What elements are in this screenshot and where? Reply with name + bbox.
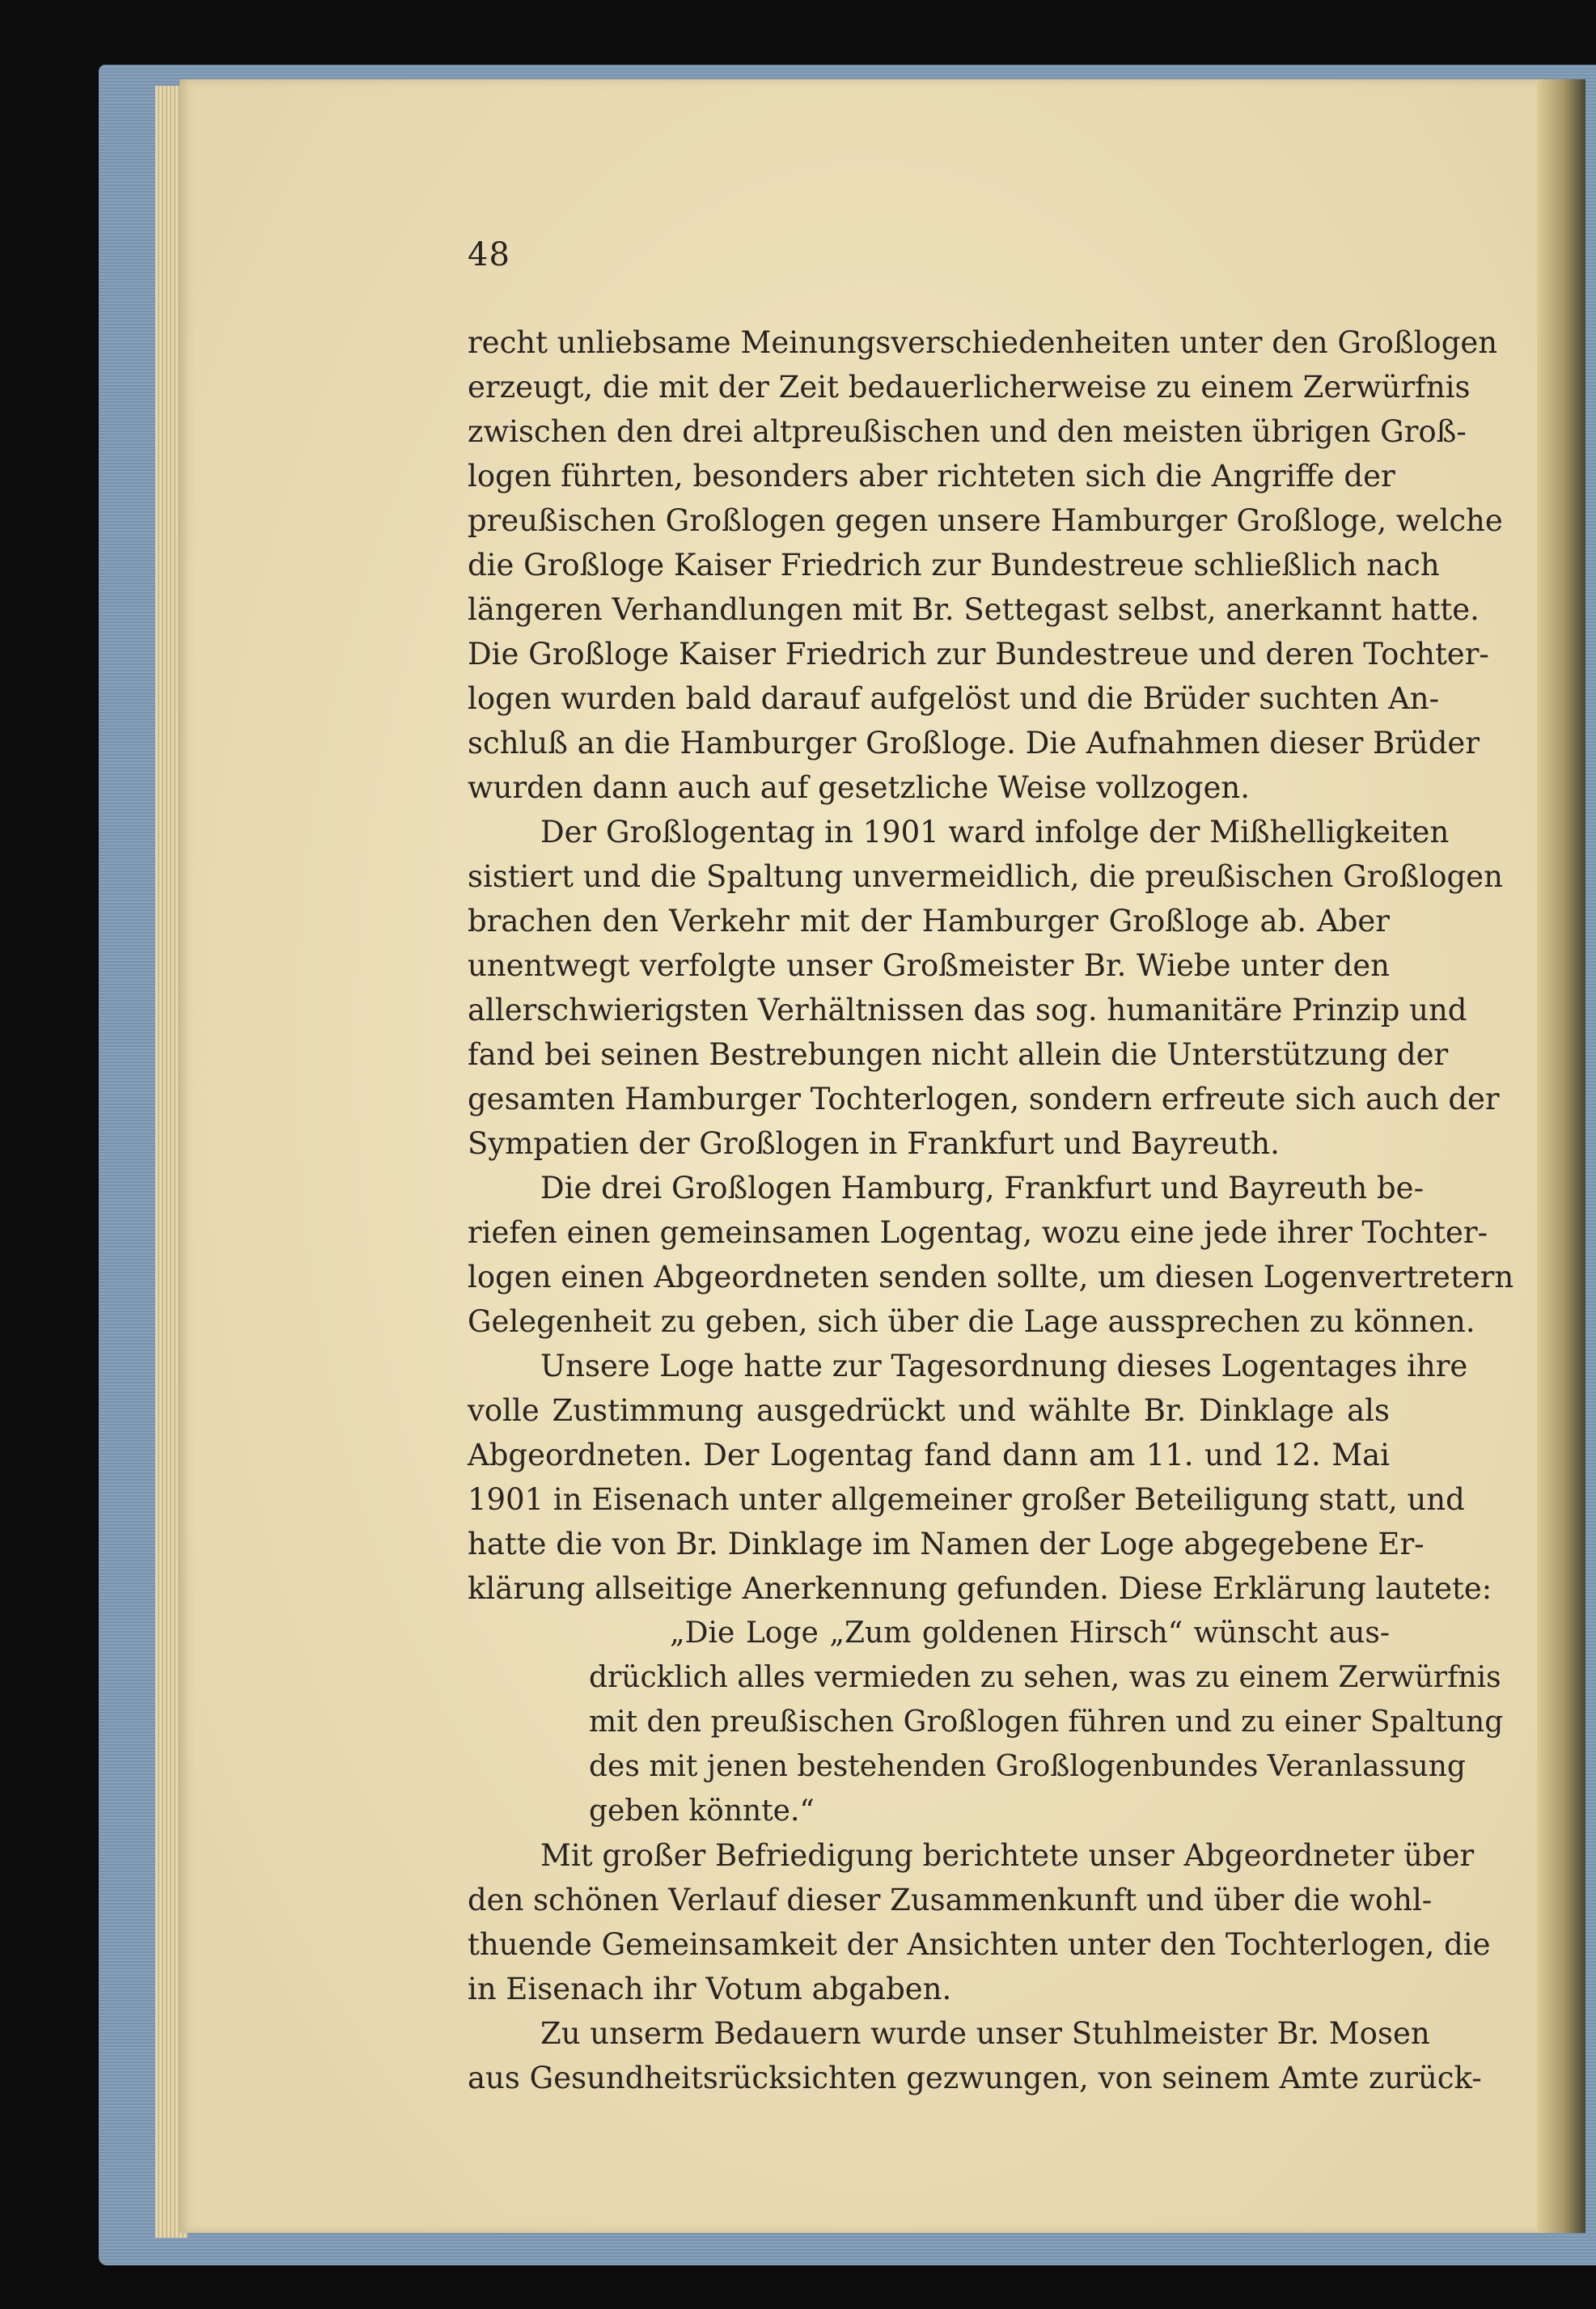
- text-line: preußischen Großlogen gegen unsere Hamburger Großloge, welche: [468, 503, 1503, 538]
- text-line: Zu unserm Bedauern wurde unser Stuhlmeister Br. Mosen: [540, 2016, 1430, 2051]
- text-line: Die Großloge Kaiser Friedrich zur Bundestreue und deren Tochter-: [468, 637, 1489, 672]
- text-line: Der Großlogentag in 1901 ward infolge der Mißhelligkeiten: [540, 815, 1450, 849]
- text-line: die Großloge Kaiser Friedrich zur Bundestreue schließlich nach: [468, 548, 1440, 583]
- text-line: aus Gesundheitsrücksichten gezwungen, von seinem Amte zurück-: [468, 2061, 1482, 2095]
- text-line: zwischen den drei altpreußischen und den meisten übrigen Groß-: [468, 414, 1467, 449]
- quoted-declaration: [468, 1611, 1504, 1833]
- body-text: [468, 320, 1514, 2100]
- page-number: 48: [468, 236, 510, 273]
- text-line: Abgeordneten. Der Logentag fand dann am 11. und 12. Mai: [468, 1438, 1390, 1472]
- text-line: hatte die von Br. Dinklage im Namen der Loge abgegebene Er-: [468, 1527, 1425, 1561]
- text-line: allerschwierigsten Verhältnissen das sog. humanitäre Prinzip und: [468, 993, 1467, 1027]
- quote-line: mit den preußischen Großlogen führen und zu einer Spaltung: [589, 1705, 1504, 1739]
- text-line: unentwegt verfolgte unser Großmeister Br. Wiebe unter den: [468, 948, 1390, 983]
- text-line: wurden dann auch auf gesetzliche Weise vollzogen.: [468, 770, 1250, 805]
- text-line: in Eisenach ihr Votum abgaben.: [468, 1972, 952, 2006]
- text-line: schluß an die Hamburger Großloge. Die Aufnahmen dieser Brüder: [468, 726, 1480, 760]
- text-line: volle Zustimmung ausgedrückt und wählte Br. Dinklage als: [468, 1393, 1390, 1428]
- book-gutter: [1537, 79, 1585, 2233]
- text-line: gesamten Hamburger Tochterlogen, sondern erfreute sich auch der: [468, 1082, 1500, 1116]
- text-line: logen einen Abgeordneten senden sollte, um diesen Logenvertretern: [468, 1260, 1514, 1294]
- text-line: Die drei Großlogen Hamburg, Frankfurt und Bayreuth be-: [540, 1171, 1425, 1205]
- text-line: fand bei seinen Bestrebungen nicht allein die Unterstützung der: [468, 1037, 1449, 1072]
- text-line: längeren Verhandlungen mit Br. Settegast selbst, anerkannt hatte.: [468, 592, 1480, 627]
- text-line: den schönen Verlauf dieser Zusammenkunft und über die wohl-: [468, 1883, 1433, 1917]
- text-line: erzeugt, die mit der Zeit bedauerlicherweise zu einem Zerwürfnis: [468, 370, 1471, 405]
- text-line: recht unliebsame Meinungsverschiedenheiten unter den Großlogen: [468, 325, 1498, 360]
- text-line: Sympatien der Großlogen in Frankfurt und Bayreuth.: [468, 1126, 1280, 1161]
- text-line: brachen den Verkehr mit der Hamburger Großloge ab. Aber: [468, 904, 1390, 938]
- text-line: Mit großer Befriedigung berichtete unser Abgeordneter über: [540, 1838, 1475, 1873]
- quote-line: geben könnte.“: [589, 1794, 815, 1828]
- text-line: thuende Gemeinsamkeit der Ansichten unter den Tochterlogen, die: [468, 1927, 1491, 1962]
- text-line: sistiert und die Spaltung unvermeidlich, die preußischen Großlogen: [468, 859, 1503, 894]
- text-line: logen wurden bald darauf aufgelöst und die Brüder suchten An-: [468, 681, 1440, 716]
- quote-line: des mit jenen bestehenden Großlogenbundes Veranlassung: [589, 1750, 1466, 1783]
- quote-line: „Die Loge „Zum goldenen Hirsch“ wünscht aus-: [670, 1616, 1390, 1650]
- text-line: 1901 in Eisenach unter allgemeiner großer Beteiligung statt, und: [468, 1482, 1465, 1517]
- text-line: Gelegenheit zu geben, sich über die Lage aussprechen zu können.: [468, 1304, 1475, 1339]
- text-line: klärung allseitige Anerkennung gefunden. Diese Erklärung lautete:: [468, 1571, 1492, 1606]
- quote-line: drücklich alles vermieden zu sehen, was zu einem Zerwürfnis: [589, 1661, 1501, 1694]
- text-line: Unsere Loge hatte zur Tagesordnung dieses Logentages ihre: [540, 1349, 1468, 1383]
- text-line: riefen einen gemeinsamen Logentag, wozu eine jede ihrer Tochter-: [468, 1215, 1488, 1250]
- text-line: logen führten, besonders aber richteten sich die Angriffe der: [468, 459, 1395, 494]
